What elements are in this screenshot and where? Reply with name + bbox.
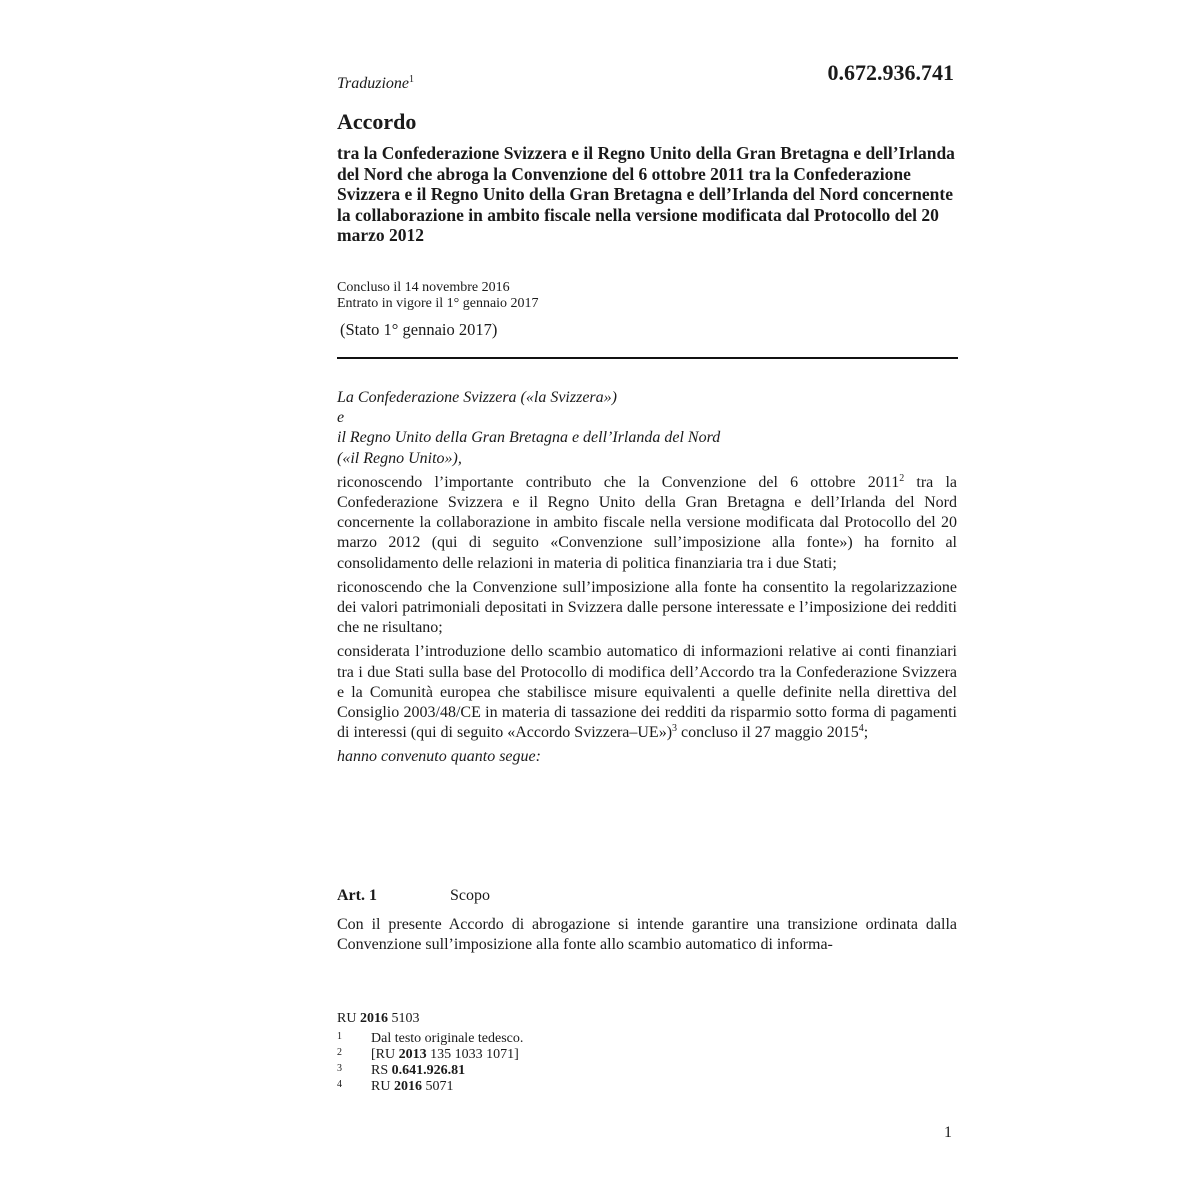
conjunction: e [337, 409, 345, 427]
document-title: tra la Confederazione Svizzera e il Regno Unito della Gran Bretagna e dell’Irlanda del Nord che abroga la Convenzione del 6 ottobre 2011 tra la Confederazione Svizzera e il Regno Unito della Gran Bretagna e dell’Irlanda del Nord concernente la collaborazione in ambito fiscale nella versione modificata dal Protocollo del 20 marzo 2012 [337, 143, 955, 245]
document-page [337, 0, 957, 1200]
recital-3: considerata l’introduzione dello scambio automatico di informazioni relative ai conti finanziari tra i due Stati sulla base del Protocollo di modifica dell’Accordo tra la Confederazione Svizzera e la Comunità europea che stabilisce misure equivalenti a quelle definite nella direttiva del Consiglio 2003/48/CE in materia di tassazione dei redditi da risparmio sotto forma di pagamenti di interessi (qui di seguito «Accordo Svizzera–UE»)$^3$ concluso il 27 maggio 2015$^4$; [337, 643, 957, 742]
status-date: (Stato 1° gennaio 2017) [340, 320, 498, 339]
footnote-ref-3[interactable]: 3 [672, 723, 678, 735]
page-number: 1 [944, 1124, 952, 1141]
preamble-closing: hanno convenuto quanto segue: [337, 748, 541, 766]
official-collection-ref: RU 2016 5103 [337, 1011, 420, 1026]
concluded-date: Concluso il 14 novembre 2016 [337, 280, 510, 295]
in-force-date: Entrato in vigore il 1° gennaio 2017 [337, 296, 539, 311]
preamble [337, 388, 957, 768]
party-uk-short: («il Regno Unito»), [337, 449, 462, 467]
party-uk: il Regno Unito della Gran Bretagna e dell’Irlanda del Nord [337, 429, 721, 447]
footnote-ref-2[interactable]: 2 [899, 472, 905, 484]
footnote-ref-1[interactable]: 1 [409, 74, 415, 85]
article-1-heading [337, 887, 490, 905]
translation-label [337, 74, 414, 93]
footnote-ref-4[interactable]: 4 [858, 723, 864, 735]
article-1-body: Con il presente Accordo di abrogazione si intende garantire una transizione ordinata dalla Convenzione sull’imposizione alla fonte allo scambio automatico di informa- [337, 916, 957, 954]
document-dates [337, 280, 539, 312]
recital-1: riconoscendo l’importante contributo che la Convenzione del 6 ottobre 2011$^2$ tra la Confederazione Svizzera e il Regno Unito della Gran Bretagna e dell’Irlanda del Nord concernente la collaborazione in ambito fiscale nella versione modificata dal Protocollo del 20 marzo 2012 (qui di seguito «Convenzione sull’imposizione alla fonte») ha fornito al consolidamento delle relazioni in materia di politica finanziaria tra i due Stati; [337, 472, 957, 572]
footnote: 4 RU 2016 5071 [337, 1079, 454, 1094]
article-number: Art. 1 [337, 887, 377, 904]
footnotes [337, 1031, 523, 1095]
translation-label-text: Traduzione [337, 75, 410, 92]
sr-number: 0.672.936.741 [827, 60, 954, 85]
party-switzerland: La Confederazione Svizzera («la Svizzera») [337, 389, 617, 406]
document-kind: Accordo [337, 109, 417, 134]
footnote: 1 Dal testo originale tedesco. [337, 1031, 524, 1046]
header-divider [337, 357, 958, 359]
recital-2: riconoscendo che la Convenzione sull’imposizione alla fonte ha consentito la regolarizzazione dei valori patrimoniali depositati in Svizzera dalle persone interessate e l’imposizione dei redditi che ne risultano; [337, 578, 957, 637]
footnote: 2 [RU 2013 135 1033 1071] [337, 1047, 519, 1062]
footnote: 3 RS 0.641.926.81 [337, 1063, 466, 1078]
article-title: Scopo [450, 887, 490, 904]
